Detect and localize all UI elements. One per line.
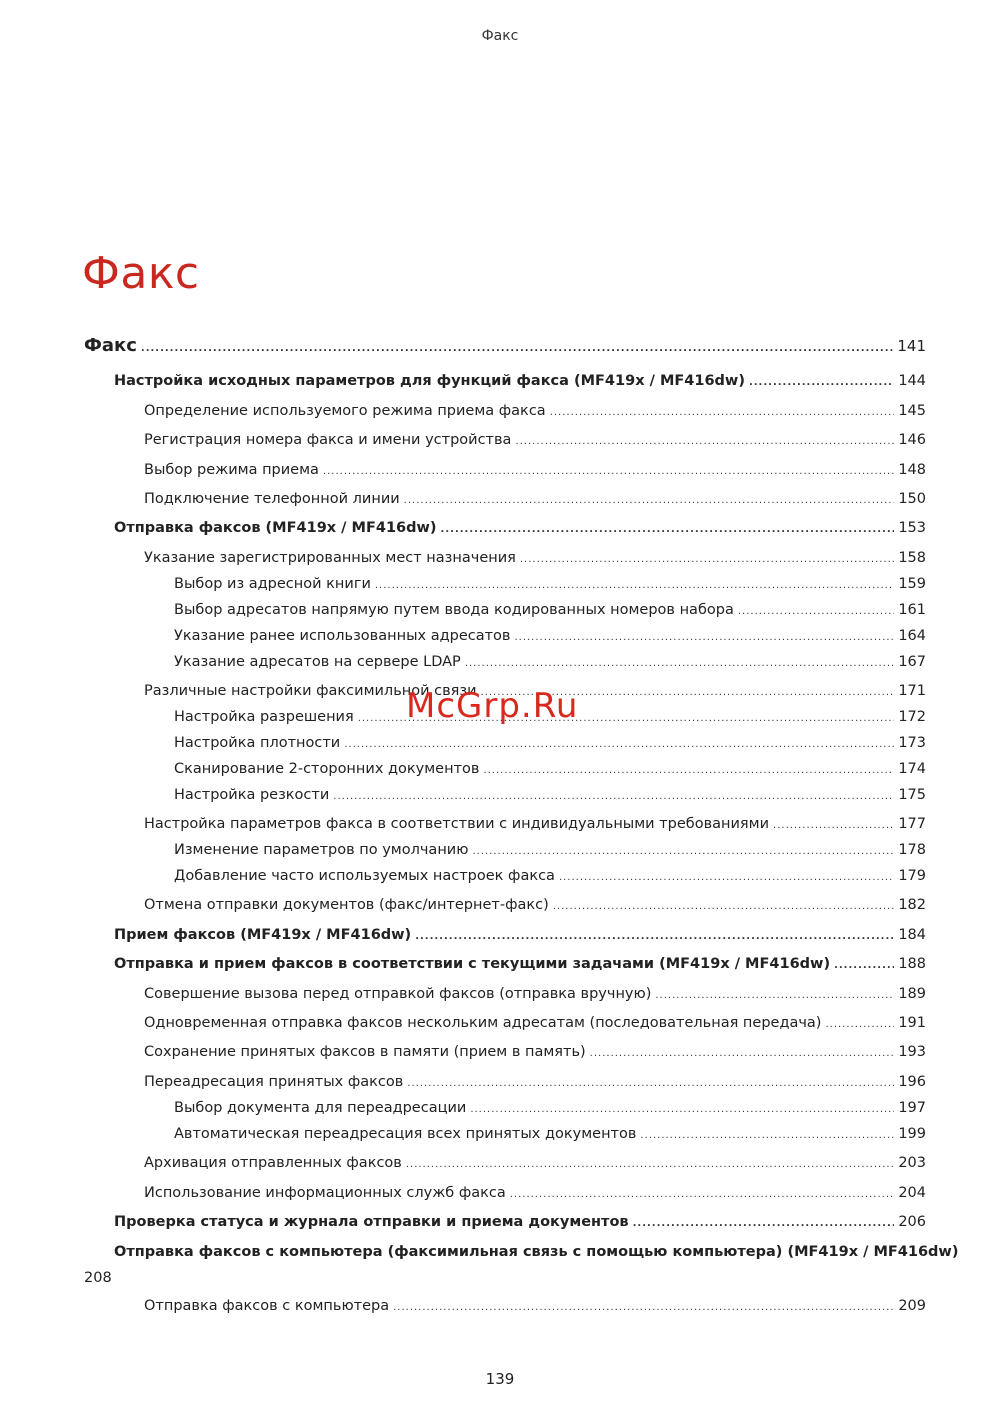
dot-leader: [559, 868, 894, 888]
toc-entry-title: Регистрация номера факса и имени устройства: [144, 432, 512, 448]
toc-entry-title: Выбор из адресной книги: [174, 576, 371, 592]
toc-entry-title: Прием факсов (MF419x / MF416dw): [114, 927, 412, 943]
toc-entry-title: Различные настройки факсимильной связи: [144, 683, 477, 699]
toc-entry-page: 159: [898, 576, 926, 592]
toc-entry-page: 197: [898, 1100, 926, 1116]
dot-leader: [825, 1015, 894, 1035]
toc-entry[interactable]: [84, 1013, 926, 1035]
dot-leader: [415, 927, 894, 947]
toc-entry-page: 150: [898, 491, 926, 507]
toc-entry-page: 167: [898, 654, 926, 670]
toc-entry[interactable]: [84, 785, 926, 807]
dot-leader: [483, 761, 894, 781]
toc-entry[interactable]: [84, 984, 926, 1006]
toc-entry-title: Отмена отправки документов (факс/интернет-факс): [144, 897, 549, 913]
toc-entry-page: 199: [898, 1126, 926, 1142]
dot-leader: [655, 986, 894, 1006]
toc-entry-title: Определение используемого режима приема факса: [144, 403, 546, 419]
watermark: McGrp.Ru: [406, 686, 579, 726]
toc-entry-page: 177: [898, 816, 926, 832]
toc-entry-title: Переадресация принятых факсов: [144, 1074, 404, 1090]
toc-entry[interactable]: [84, 652, 926, 674]
toc-entry[interactable]: [84, 574, 926, 596]
toc-entry-page: 193: [898, 1044, 926, 1060]
toc-entry-page: 173: [898, 735, 926, 751]
dot-leader: [407, 1074, 894, 1094]
toc-entry-page: 161: [898, 602, 926, 618]
toc-entry-page: 184: [898, 927, 926, 943]
toc-entry-title: Настройка исходных параметров для функций факса (MF419x / MF416dw): [114, 373, 745, 389]
toc-entry-title: Указание зарегистрированных мест назначения: [144, 550, 516, 566]
toc-entry[interactable]: [84, 401, 926, 423]
toc-entry[interactable]: [84, 626, 926, 648]
toc-entry-page: 203: [898, 1155, 926, 1171]
dot-leader: [333, 787, 894, 807]
toc-entry-title: Одновременная отправка факсов нескольким адресатам (последовательная передача): [144, 1015, 822, 1031]
toc-entry-page: 188: [898, 956, 926, 972]
dot-leader: [633, 1214, 895, 1234]
dot-leader: [510, 1185, 895, 1205]
dot-leader: [323, 462, 894, 482]
toc-entry-title: Отправка факсов с компьютера: [144, 1298, 390, 1314]
toc-entry[interactable]: [84, 1296, 926, 1318]
toc-entry-page: 141: [897, 337, 926, 355]
dot-leader: [553, 897, 895, 917]
toc-entry-title: Отправка факсов (MF419x / MF416dw): [114, 520, 437, 536]
toc-entry[interactable]: [84, 600, 926, 622]
dot-leader: [738, 602, 894, 622]
toc-entry[interactable]: [84, 1042, 926, 1064]
toc-entry-page: 164: [898, 628, 926, 644]
toc-entry[interactable]: [84, 840, 926, 862]
toc-entry[interactable]: [84, 460, 926, 482]
toc-entry[interactable]: [84, 895, 926, 917]
toc-entry-page: 148: [898, 462, 926, 478]
dot-leader: [773, 816, 894, 836]
chapter-title: Факс: [82, 248, 200, 299]
toc-entry-page: 189: [898, 986, 926, 1002]
toc-entry[interactable]: [84, 925, 926, 947]
toc-entry-title: Использование информационных служб факса: [144, 1185, 506, 1201]
dot-leader: [749, 373, 894, 393]
toc-entry[interactable]: [84, 371, 926, 393]
toc-entry-title: Автоматическая переадресация всех принятых документов: [174, 1126, 637, 1142]
toc-entry-page: 196: [898, 1074, 926, 1090]
toc-entry[interactable]: [84, 759, 926, 781]
dot-leader: [550, 403, 895, 423]
toc-entry[interactable]: [84, 518, 926, 540]
toc-entry-page: 158: [898, 550, 926, 566]
toc-entry-title: Изменение параметров по умолчанию: [174, 842, 469, 858]
toc-entry[interactable]: [84, 430, 926, 452]
dot-leader: [375, 576, 894, 596]
dot-leader: [465, 654, 895, 674]
toc-entry-wrapped[interactable]: [84, 1240, 959, 1290]
toc-entry-title: Архивация отправленных факсов: [144, 1155, 402, 1171]
toc-entry-title: Добавление часто используемых настроек факса: [174, 868, 555, 884]
toc-entry-title: Настройка разрешения: [174, 709, 354, 725]
toc-entry-title: Настройка плотности: [174, 735, 341, 751]
toc-entry-title: Указание ранее использованных адресатов: [174, 628, 511, 644]
toc-entry-title: Подключение телефонной линии: [144, 491, 400, 507]
toc-entry-page: 209: [898, 1298, 926, 1314]
dot-leader: [344, 735, 894, 755]
dot-leader: [520, 550, 894, 570]
toc-entry[interactable]: [84, 1124, 926, 1146]
toc-entry-title: Совершение вызова перед отправкой факсов (отправка вручную): [144, 986, 652, 1002]
toc-entry-page: 182: [898, 897, 926, 913]
toc-entry-page: 172: [898, 709, 926, 725]
toc-entry[interactable]: [84, 733, 926, 755]
dot-leader: [515, 432, 894, 452]
dot-leader: [590, 1044, 895, 1064]
toc-entry-title: Выбор документа для переадресации: [174, 1100, 467, 1116]
toc-entry-title: Указание адресатов на сервере LDAP: [174, 654, 461, 670]
toc-entry-title: Отправка и прием факсов в соответствии с текущими задачами (MF419x / MF416dw): [114, 956, 831, 972]
toc-entry-title: Отправка факсов с компьютера (факсимильная связь с помощью компьютера) (MF419x / MF416dw): [114, 1244, 959, 1260]
toc-entry[interactable]: [84, 954, 926, 976]
toc-entry-page: 175: [898, 787, 926, 803]
page-number: 139: [485, 1370, 515, 1388]
toc-entry[interactable]: [84, 1153, 926, 1175]
dot-leader: [404, 491, 895, 511]
toc-entry-title: Факс: [84, 335, 137, 356]
toc-entry-page: 208: [84, 1270, 112, 1286]
toc-entry-page: 204: [898, 1185, 926, 1201]
toc-entry-page: 191: [898, 1015, 926, 1031]
toc-entry[interactable]: [84, 1212, 926, 1234]
toc-entry[interactable]: [84, 814, 926, 836]
toc-entry[interactable]: [84, 1183, 926, 1205]
toc-entry-title: Настройка параметров факса в соответствии с индивидуальными требованиями: [144, 816, 770, 832]
dot-leader: [393, 1298, 894, 1318]
dot-leader: [640, 1126, 894, 1146]
toc-entry-title: Настройка резкости: [174, 787, 330, 803]
running-header: Факс: [481, 28, 519, 44]
toc-entry-page: 178: [898, 842, 926, 858]
toc-entry[interactable]: [84, 489, 926, 511]
toc-entry[interactable]: [84, 548, 926, 570]
dot-leader: [441, 520, 895, 540]
toc-entry-page: 145: [898, 403, 926, 419]
dot-leader: [141, 339, 893, 359]
toc-entry-title: Сохранение принятых факсов в памяти (прием в память): [144, 1044, 586, 1060]
dot-leader: [406, 1155, 894, 1175]
dot-leader: [470, 1100, 894, 1120]
toc-entry-page: 206: [898, 1214, 926, 1230]
toc-entry[interactable]: [84, 866, 926, 888]
dot-leader: [514, 628, 894, 648]
toc-entry-page: 146: [898, 432, 926, 448]
dot-leader: [834, 956, 894, 976]
toc-entry-title: Сканирование 2-сторонних документов: [174, 761, 480, 777]
toc-entry-title: Выбор режима приема: [144, 462, 319, 478]
toc-entry-page: 179: [898, 868, 926, 884]
toc-entry[interactable]: [84, 1072, 926, 1094]
toc-entry-title: Проверка статуса и журнала отправки и приема документов: [114, 1214, 629, 1230]
toc-entry-page: 144: [898, 373, 926, 389]
toc-entry-page: 153: [898, 520, 926, 536]
toc-entry-page: 174: [898, 761, 926, 777]
toc-entry-title: Выбор адресатов напрямую путем ввода кодированных номеров набора: [174, 602, 734, 618]
toc-entry[interactable]: [84, 1098, 926, 1120]
dot-leader: [472, 842, 894, 862]
toc-entry-fax[interactable]: [84, 336, 926, 359]
toc-entry-page: 171: [898, 683, 926, 699]
